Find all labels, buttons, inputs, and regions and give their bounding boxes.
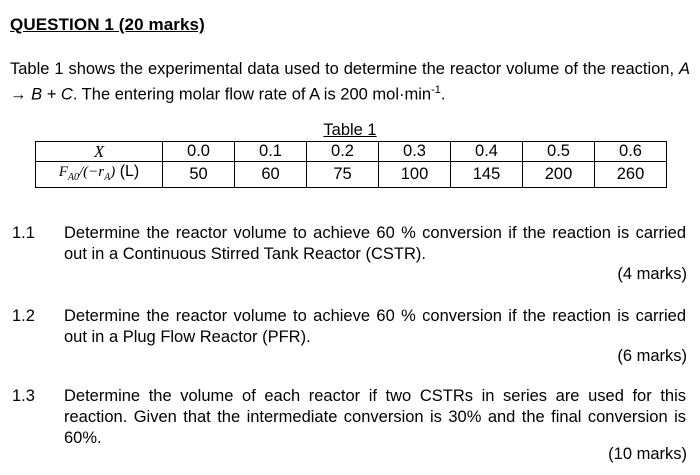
intro-end: . [440,85,446,104]
value-cell: 100 [379,162,451,188]
intro-exponent: -1 [431,84,441,96]
subquestion-number: 1.3 [12,387,35,405]
table-caption [0,121,700,140]
question-heading: QUESTION 1 (20 marks) [10,15,205,34]
volume-term-label [36,162,163,188]
intro-text-1: Table 1 shows the experimental data used to determine the reactor volume of the reaction, [10,60,679,78]
value-cell: 60 [235,162,307,188]
conversion-cell: 0.3 [379,142,451,162]
conversion-label: X [36,142,163,162]
data-table [35,141,667,188]
reaction-equation: A → B + C [10,60,690,104]
conversion-row [36,142,667,162]
subquestion-marks: (10 marks) [608,445,687,463]
conversion-cell: 0.5 [523,142,595,162]
label-sub-a0: A0 [67,172,80,183]
subquestion-number: 1.2 [12,307,35,325]
intro-text-2: . The entering molar flow rate of A is 200 mol·min [72,85,432,104]
value-cell: 145 [451,162,523,188]
conversion-cell: 0.4 [451,142,523,162]
subquestion-marks: (4 marks) [617,265,687,283]
volume-term-row [36,162,667,188]
value-cell: 75 [307,162,379,188]
subquestion-marks: (6 marks) [617,347,687,365]
subquestion-number: 1.1 [12,224,35,242]
label-close: ) [110,164,116,180]
subquestion-text: Determine the reactor volume to achieve 60 % conversion if the reaction is carried out in a Continuous Stirred Tank Reactor (CSTR). [64,224,686,263]
value-cell: 200 [523,162,595,188]
label-sub-a: A [104,172,111,183]
conversion-cell: 0.0 [163,142,235,162]
conversion-cell: 0.6 [595,142,667,162]
question-intro [10,59,690,106]
value-cell: 50 [163,162,235,188]
label-unit: (L) [115,163,140,180]
label-f: F [58,164,68,180]
conversion-cell: 0.1 [235,142,307,162]
subquestion-text: Determine the volume of each reactor if two CSTRs in series are used for this reaction. Given that the intermediate conversion is 30% and the final conversion is 60%. [64,387,686,447]
subquestion-text: Determine the reactor volume to achieve 60 % conversion if the reaction is carried out in a Plug Flow Reactor (PFR). [64,307,686,346]
value-cell: 260 [595,162,667,188]
table-caption-text: Table 1 [323,121,377,139]
label-mid: /(−r [79,164,105,180]
conversion-cell: 0.2 [307,142,379,162]
